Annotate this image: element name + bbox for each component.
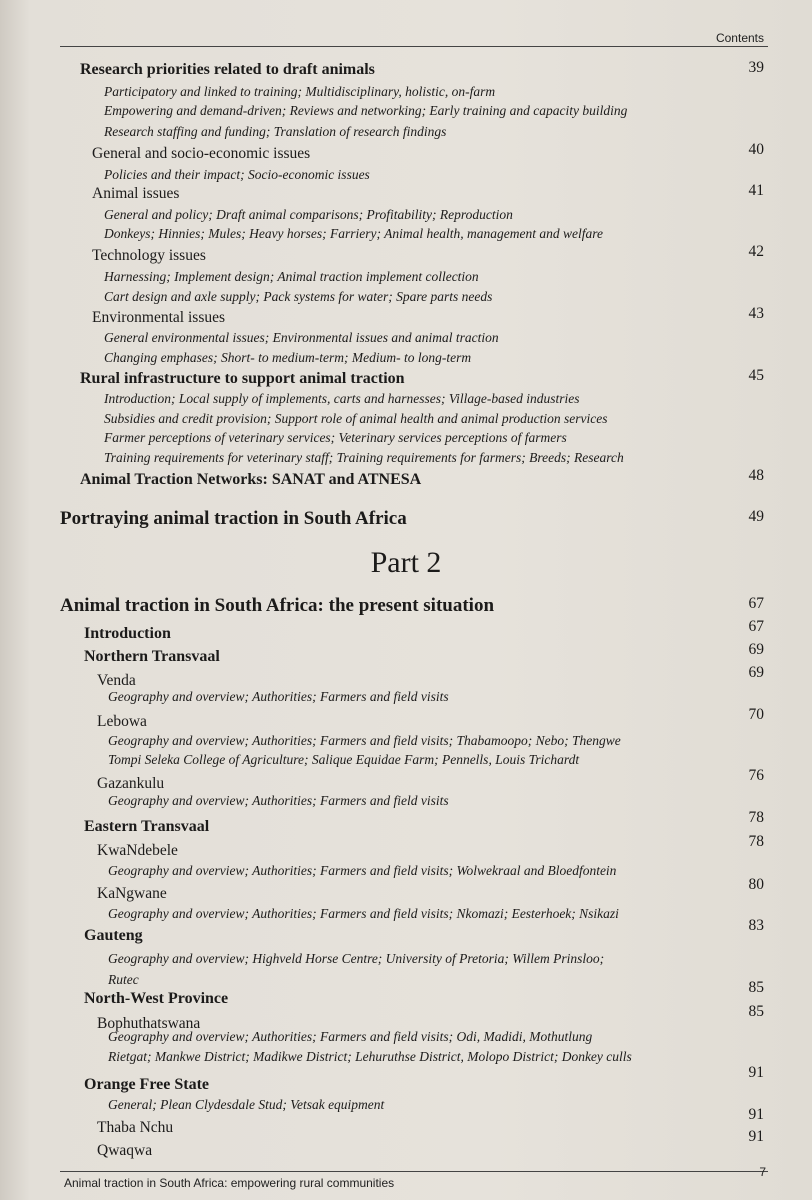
toc-subentry: Geography and overview; Authorities; Farmers and field visits: [108, 793, 449, 808]
toc-subentry: Empowering and demand-driven; Reviews and networking; Early training and capacity building: [104, 103, 628, 118]
toc-page-number: 42: [748, 243, 764, 260]
toc-subentry: Rietgat; Mankwe District; Madikwe District; Lehuruthse District, Molopo District; Donkey culls: [108, 1049, 632, 1064]
toc-subentry: General and policy; Draft animal comparisons; Profitability; Reproduction: [104, 207, 513, 222]
toc-subentry: General; Plean Clydesdale Stud; Vetsak equipment: [108, 1097, 385, 1112]
toc-page-number: 67: [748, 618, 764, 635]
toc-chapter: Animal traction in South Africa: the present situation: [60, 595, 495, 616]
toc-subentry: Training requirements for veterinary staff; Training requirements for farmers; Breeds; Research: [104, 450, 624, 465]
toc-page-number: 70: [748, 706, 764, 723]
toc-page-number: 69: [748, 641, 764, 658]
toc-heading: Eastern Transvaal: [84, 818, 210, 835]
toc-heading: Gauteng: [84, 927, 143, 944]
toc-section: KaNgwane: [97, 885, 167, 902]
toc-page-number: 80: [748, 876, 764, 893]
toc-page-number: 78: [748, 809, 764, 826]
toc-page-number: 91: [748, 1106, 764, 1123]
toc-subentry: Geography and overview; Authorities; Farmers and field visits; Odi, Madidi, Mothutlung: [108, 1029, 593, 1044]
toc-page-number: 76: [748, 767, 764, 784]
page-number: 7: [759, 1165, 766, 1179]
toc-page-number: 78: [748, 833, 764, 850]
toc-section: Environmental issues: [92, 309, 226, 326]
toc-section: Qwaqwa: [97, 1142, 153, 1159]
toc-subentry: Geography and overview; Authorities; Farmers and field visits; Nkomazi; Eesterhoek; Nsikazi: [108, 906, 619, 921]
toc-subentry: Policies and their impact; Socio-economic issues: [104, 167, 370, 182]
toc-subentry: Donkeys; Hinnies; Mules; Heavy horses; Farriery; Animal health, management and welfare: [104, 226, 604, 241]
toc-subentry: Geography and overview; Authorities; Farmers and field visits; Thabamoopo; Nebo; Thengwe: [108, 733, 621, 748]
toc-page-number: 85: [748, 979, 764, 996]
toc-section: KwaNdebele: [97, 842, 178, 859]
toc-section: Thaba Nchu: [97, 1119, 174, 1136]
toc-subentry: General environmental issues; Environmental issues and animal traction: [104, 330, 499, 345]
toc-section: Animal issues: [92, 185, 180, 202]
toc-section: General and socio-economic issues: [92, 145, 311, 162]
toc-heading: Animal Traction Networks: SANAT and ATNESA: [80, 471, 422, 488]
toc-heading: Research priorities related to draft animals: [80, 61, 375, 78]
toc-subentry: Changing emphases; Short- to medium-term; Medium- to long-term: [104, 350, 472, 365]
toc-subentry: Research staffing and funding; Translation of research findings: [104, 124, 447, 139]
toc-section: Gazankulu: [97, 775, 165, 792]
running-header: Contents: [715, 31, 764, 45]
toc-page-number: 40: [748, 141, 764, 158]
running-footer: Animal traction in South Africa: empowering rural communities: [64, 1176, 395, 1190]
toc-subentry: Harnessing; Implement design; Animal traction implement collection: [104, 269, 479, 284]
toc-subentry: Subsidies and credit provision; Support role of animal health and animal production services: [104, 411, 608, 426]
toc-page-number: 91: [748, 1064, 764, 1081]
toc-subentry: Cart design and axle supply; Pack systems for water; Spare parts needs: [104, 289, 493, 304]
part-heading: Part 2: [370, 546, 442, 579]
toc-subentry: Introduction; Local supply of implements, carts and harnesses; Village-based industries: [104, 391, 580, 406]
toc-page-number: 48: [748, 467, 764, 484]
toc-subentry: Tompi Seleka College of Agriculture; Salique Equidae Farm; Pennells, Louis Trichardt: [108, 752, 580, 767]
toc-page-number: 41: [748, 182, 764, 199]
toc-subentry: Rutec: [108, 972, 139, 987]
toc-section: Technology issues: [92, 247, 206, 264]
toc-page-number: 67: [748, 595, 764, 612]
toc-subentry: Geography and overview; Highveld Horse Centre; University of Pretoria; Willem Prinsloo;: [108, 951, 605, 966]
toc-heading: Orange Free State: [84, 1076, 209, 1093]
toc-page-number: 69: [748, 664, 764, 681]
toc-subentry: Participatory and linked to training; Multidisciplinary, holistic, on-farm: [104, 84, 496, 99]
toc-page-number: 85: [748, 1003, 764, 1020]
toc-section: Venda: [97, 672, 136, 689]
toc-heading: North-West Province: [84, 990, 229, 1007]
toc-section: Lebowa: [97, 713, 147, 730]
toc-page-number: 83: [748, 917, 764, 934]
toc-subentry: Farmer perceptions of veterinary services; Veterinary services perceptions of farmers: [104, 430, 567, 445]
toc-chapter: Portraying animal traction in South Africa: [60, 508, 407, 529]
toc-subentry: Geography and overview; Authorities; Farmers and field visits; Wolwekraal and Bloedfontein: [108, 863, 617, 878]
toc-heading: Introduction: [84, 625, 171, 642]
toc-subentry: Geography and overview; Authorities; Farmers and field visits: [108, 689, 449, 704]
toc-page-number: 45: [748, 367, 764, 384]
toc-page-number: 43: [748, 305, 764, 322]
footer-rule: [60, 1171, 768, 1172]
toc-heading: Rural infrastructure to support animal traction: [80, 370, 405, 387]
header-rule: [60, 46, 768, 47]
toc-page-number: 91: [748, 1128, 764, 1145]
toc-section: Bophuthatswana: [97, 1015, 201, 1032]
toc-heading: Northern Transvaal: [84, 648, 220, 665]
toc-page-number: 39: [748, 59, 764, 76]
toc-page-number: 49: [748, 508, 764, 525]
